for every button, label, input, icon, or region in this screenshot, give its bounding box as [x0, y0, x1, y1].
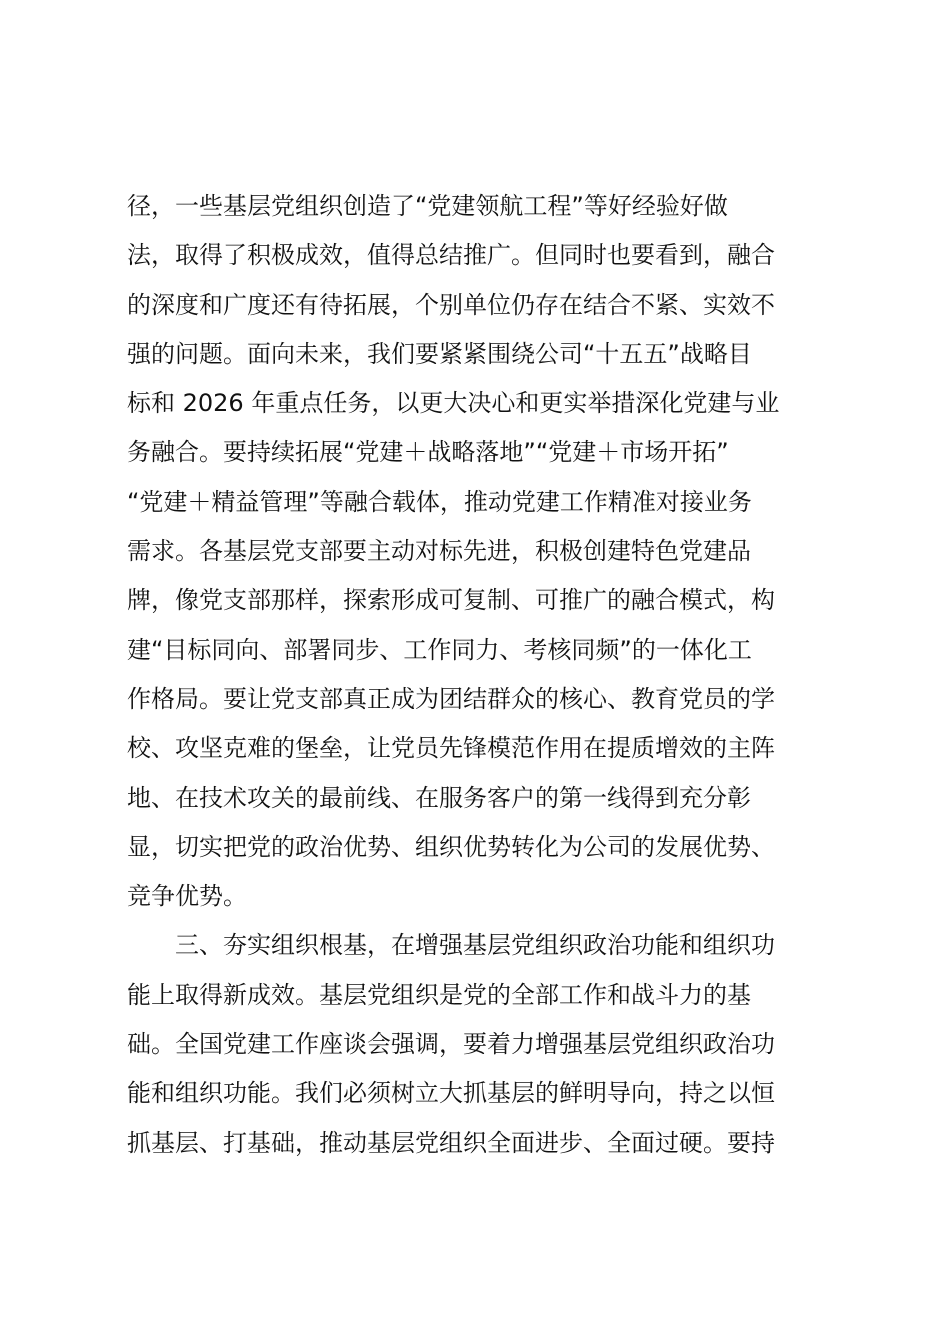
- text-line: 能上取得新成效。基层党组织是党的全部工作和战斗力的基: [127, 980, 751, 1009]
- document-body: [127, 182, 839, 1168]
- text-line: 需求。各基层党支部要主动对标先进，积极创建特色党建品: [127, 537, 751, 566]
- text-line: 建“目标同向、部署同步、工作同力、考核同频”的一体化工: [127, 635, 752, 664]
- text-line: 抓基层、打基础，推动基层党组织全面进步、全面过硬。要持: [127, 1128, 775, 1157]
- text-line: 法，取得了积极成效，值得总结推广。但同时也要看到，融合: [127, 241, 775, 270]
- text-line: 作格局。要让党支部真正成为团结群众的核心、教育党员的学: [127, 684, 775, 713]
- text-line: 竞争优势。: [127, 882, 247, 911]
- section-heading-line: 三、夯实组织根基，在增强基层党组织政治功能和组织功: [175, 931, 775, 960]
- text-line: “党建＋精益管理”等融合载体，推动党建工作精准对接业务: [127, 487, 752, 516]
- text-line: 务融合。要持续拓展“党建＋战略落地”“党建＋市场开拓”: [127, 438, 729, 467]
- text-line: 显，切实把党的政治优势、组织优势转化为公司的发展优势、: [127, 832, 775, 861]
- text-line: 地、在技术攻关的最前线、在服务客户的第一线得到充分彰: [127, 783, 751, 812]
- text-line: 校、攻坚克难的堡垒，让党员先锋模范作用在提质增效的主阵: [127, 734, 775, 763]
- text-line: 的深度和广度还有待拓展，个别单位仍存在结合不紧、实效不: [127, 290, 775, 319]
- text-line: 径，一些基层党组织创造了“党建领航工程”等好经验好做: [127, 192, 728, 220]
- text-line: 牌，像党支部那样，探索形成可复制、可推广的融合模式，构: [127, 586, 775, 615]
- text-line: 能和组织功能。我们必须树立大抓基层的鲜明导向，持之以恒: [127, 1079, 775, 1108]
- text-line: 础。全国党建工作座谈会强调，要着力增强基层党组织政治功: [127, 1030, 775, 1059]
- text-line: 标和 2026 年重点任务，以更大决心和更实举措深化党建与业: [127, 389, 780, 418]
- paragraph-1: [127, 182, 839, 921]
- text-line: 强的问题。面向未来，我们要紧紧围绕公司“十五五”战略目: [127, 339, 752, 368]
- paragraph-2: [127, 921, 839, 1167]
